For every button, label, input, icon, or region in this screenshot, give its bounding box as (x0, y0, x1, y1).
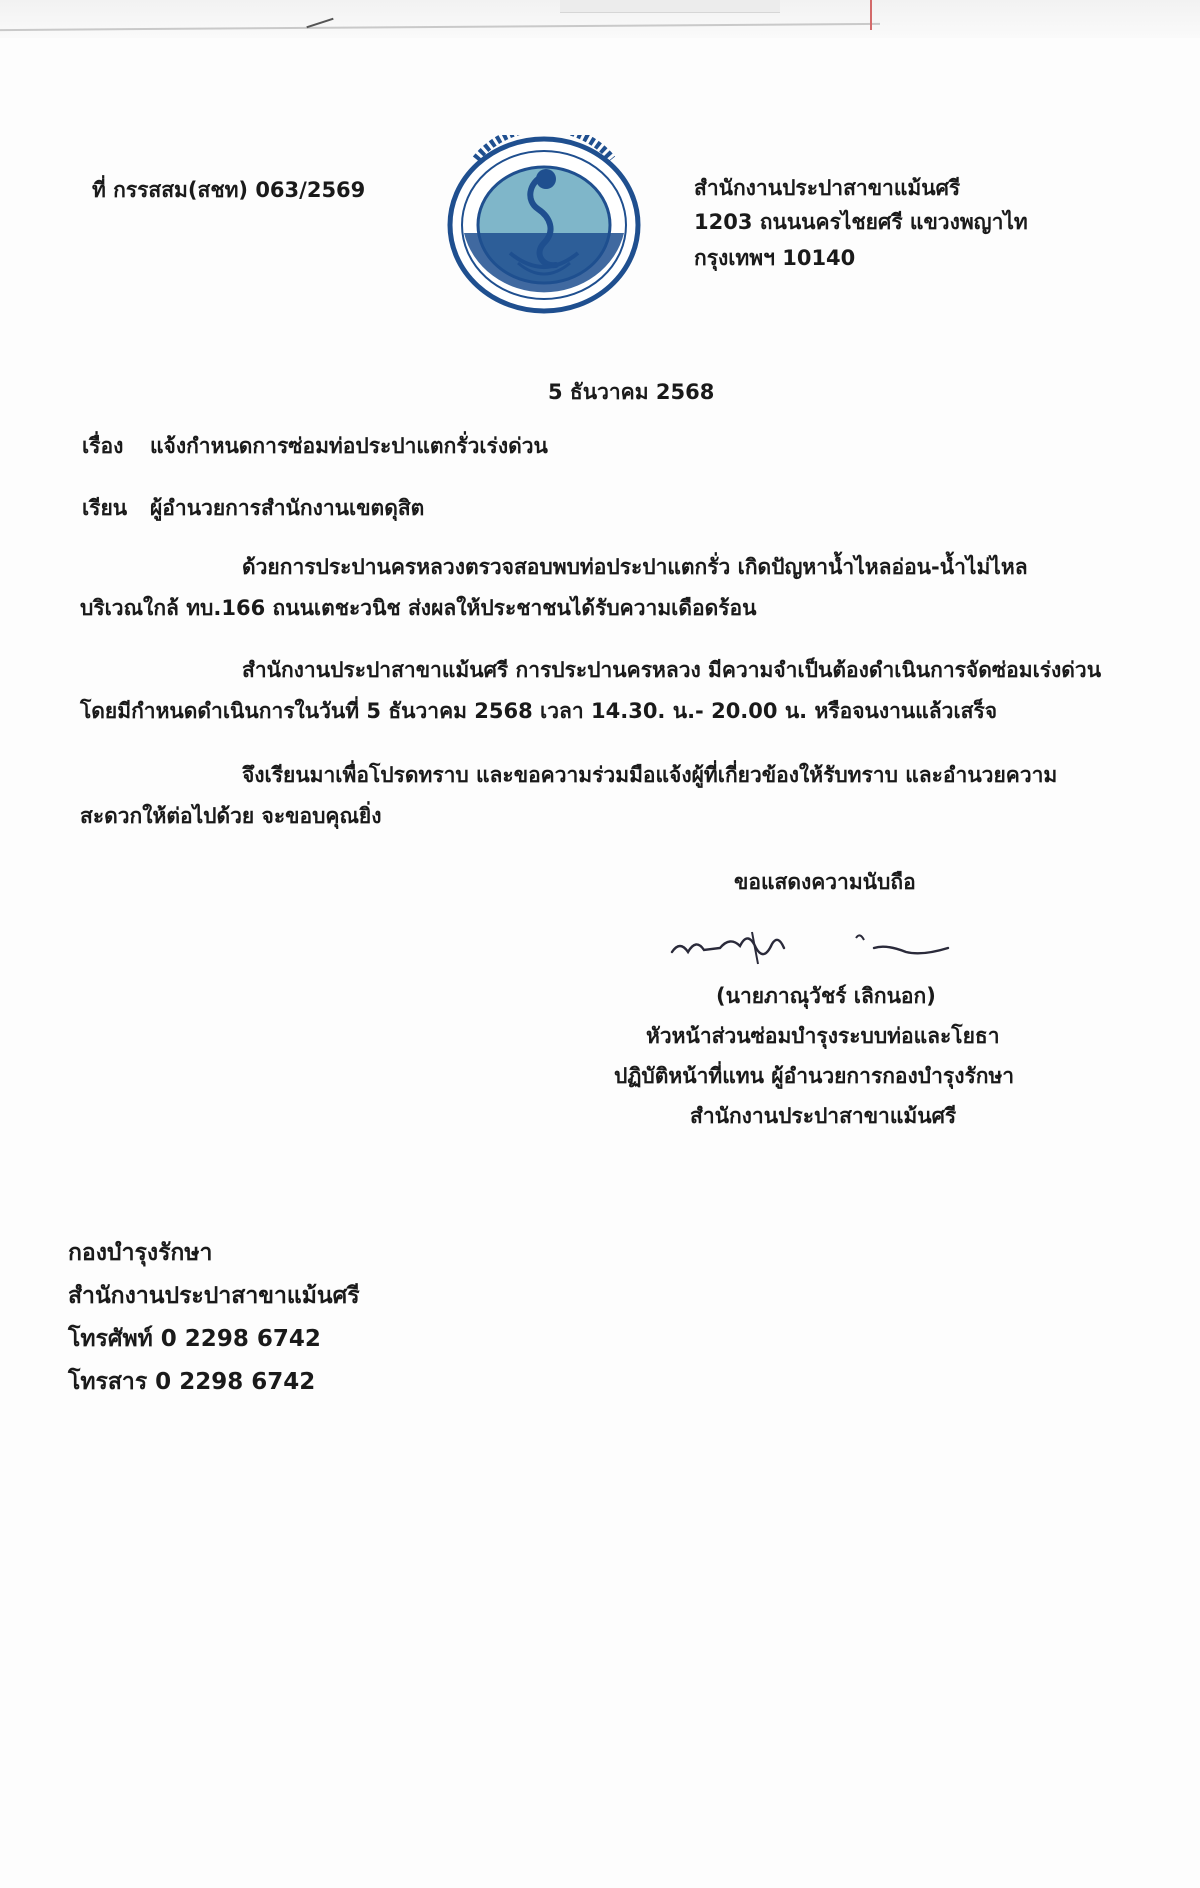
signer-position: หัวหน้าส่วนซ่อมบำรุงระบบท่อและโยธา (646, 1024, 1000, 1048)
footer-department: กองบำรุงรักษา (68, 1240, 213, 1266)
footer-office: สำนักงานประปาสาขาแม้นศรี (68, 1283, 360, 1309)
footer-fax: โทรสาร 0 2298 6742 (68, 1369, 316, 1395)
paragraph-line: สะดวกให้ต่อไปด้วย จะขอบคุณยิ่ง (80, 804, 382, 828)
divider-line (0, 23, 880, 31)
sender-address-line: สำนักงานประปาสาขาแม้นศรี (694, 176, 961, 200)
paragraph-line: จึงเรียนมาเพื่อโปรดทราบ และขอความร่วมมือแจ้งผู้ที่เกี่ยวข้องให้รับทราบ และอำนวยความ (242, 763, 1058, 787)
margin-line (870, 0, 872, 30)
sender-address-line: 1203 ถนนนครไชยศรี แขวงพญาไท (694, 210, 1028, 234)
torn-page-edge (0, 0, 1200, 38)
signer-position: สำนักงานประปาสาขาแม้นศรี (690, 1104, 957, 1128)
paragraph-line: ด้วยการประปานครหลวงตรวจสอบพบท่อประปาแตกรั่ว เกิดปัญหาน้ำไหลอ่อน-น้ำไม่ไหล (242, 555, 1028, 579)
signer-name: (นายภาณุวัชร์ เลิกนอก) (716, 984, 936, 1008)
closing-text: ขอแสดงความนับถือ (734, 870, 916, 894)
footer-phone: โทรศัพท์ 0 2298 6742 (68, 1326, 321, 1352)
subject-text: แจ้งกำหนดการซ่อมท่อประปาแตกรั่วเร่งด่วน (150, 434, 548, 458)
paragraph-line: บริเวณใกล้ ทบ.166 ถนนเตชะวนิช ส่งผลให้ประชาชนได้รับความเดือดร้อน (80, 596, 757, 620)
letter-date: 5 ธันวาคม 2568 (548, 380, 715, 404)
sender-address-line: กรุงเทพฯ 10140 (694, 246, 856, 270)
subject-label: เรื่อง (82, 434, 124, 458)
paper-scrap (560, 0, 780, 13)
signer-position: ปฏิบัติหน้าที่แทน ผู้อำนวยการกองบำรุงรักษา (614, 1064, 1015, 1088)
recipient-label: เรียน (82, 496, 128, 520)
reference-number: ที่ กรรสสม(สชท) 063/2569 (92, 178, 366, 202)
mwa-seal-logo (446, 135, 642, 315)
handwritten-signature (660, 918, 960, 978)
paragraph-line: สำนักงานประปาสาขาแม้นศรี การประปานครหลวง มีความจำเป็นต้องดำเนินการจัดซ่อมเร่งด่วน (242, 658, 1102, 682)
paragraph-line: โดยมีกำหนดดำเนินการในวันที่ 5 ธันวาคม 2568 เวลา 14.30. น.- 20.00 น. หรือจนงานแล้วเสร็จ (80, 699, 998, 723)
recipient-text: ผู้อำนวยการสำนักงานเขตดุสิต (150, 496, 425, 520)
